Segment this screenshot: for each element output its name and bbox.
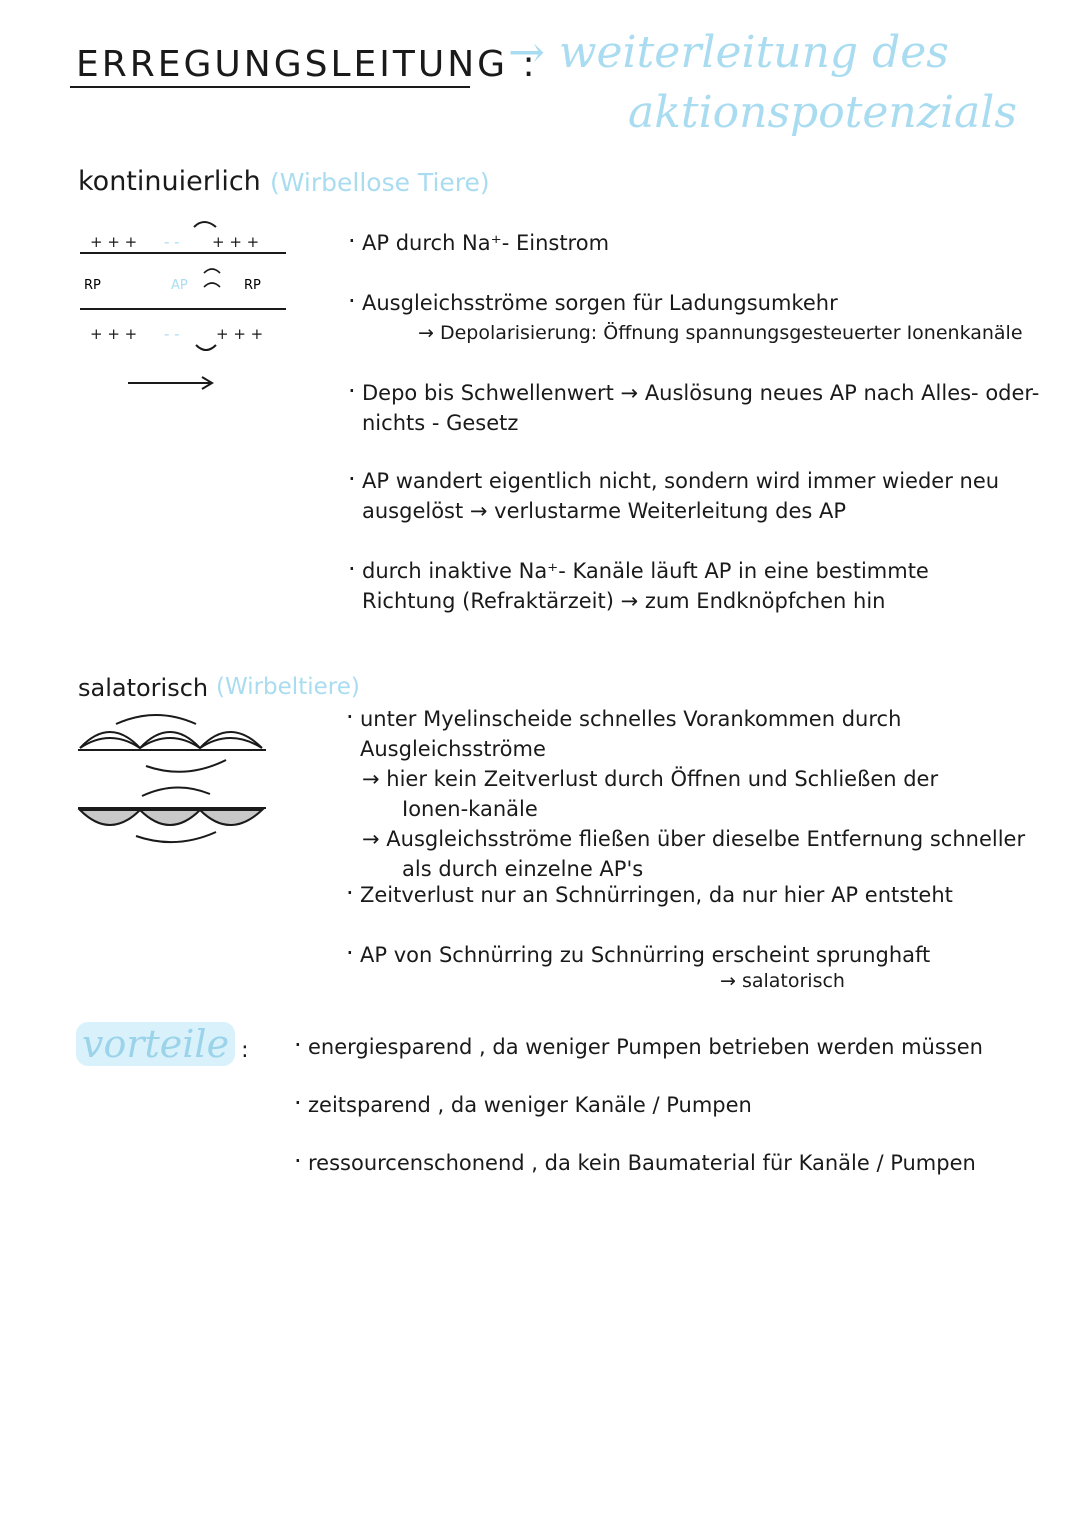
saltatory-conduction-diagram [76, 710, 276, 850]
kont-bullet-5: · durch inaktive Na⁺- Kanäle läuft AP in eine bestimmte Richtung (Refraktärzeit) → zum Endknöpfchen hin [362, 556, 929, 616]
jump-arrow-top-lower [146, 760, 226, 772]
subtitle-line-1: → weiterleitung des [508, 27, 949, 78]
charge-plus: + + + [90, 233, 138, 251]
charge-minus-ap: - - [164, 233, 180, 251]
charge-minus-ap: - - [164, 325, 180, 343]
current-arrow-top [194, 222, 216, 227]
label-ap: AP [171, 278, 188, 293]
section-heading-kontinuierlich: kontinuierlich [78, 166, 261, 197]
section-note-kontinuierlich: (Wirbellose Tiere) [270, 168, 490, 197]
subtitle-line-2: aktionspotenzials [628, 87, 1017, 138]
sal-bullet-3: · AP von Schnürring zu Schnürring erscheint sprunghaft → salatorisch [360, 940, 930, 992]
jump-arrow-top [116, 715, 196, 724]
vorteile-heading: vorteile : [76, 1022, 249, 1066]
section-note-salatorisch: (Wirbeltiere) [216, 674, 360, 700]
sal-bullet-1: · unter Myelinscheide schnelles Vorankommen durch Ausgleichsströme → hier kein Zeitverlust durch Öffnen und Schließen der Ionen-kanäle → Ausgleichsströme fließen über dieselbe Entfernung schneller als durch einzelne AP's [360, 704, 1080, 884]
charge-plus: + + + [216, 325, 264, 343]
label-rp-left: RP [84, 278, 101, 293]
myelin-fill-bottom [80, 810, 262, 825]
kont-bullet-4: · AP wandert eigentlich nicht, sondern wird immer wieder neu ausgelöst → verlustarme Weiterleitung des AP [362, 466, 999, 526]
myelin-outline-top [80, 732, 262, 748]
current-arrow-bottom [196, 345, 216, 350]
sal-bullet-2: · Zeitverlust nur an Schnürringen, da nur hier AP entsteht [360, 880, 953, 910]
page-title: ERREGUNGSLEITUNG : [76, 44, 538, 85]
title-underline [70, 86, 470, 88]
kont-bullet-1: · AP durch Na⁺- Einstrom [362, 228, 609, 258]
label-rp-right: RP [244, 278, 261, 293]
vorteil-item-1: · energiesparend , da weniger Pumpen betrieben werden müssen [308, 1032, 983, 1062]
vorteil-item-2: · zeitsparend , da weniger Kanäle / Pumpen [308, 1090, 752, 1120]
myelin-inner-top [80, 738, 262, 748]
vorteil-item-3: · ressourcenschonend , da kein Baumaterial für Kanäle / Pumpen [308, 1148, 976, 1178]
charge-plus: + + + [212, 233, 260, 251]
kont-bullet-3: · Depo bis Schwellenwert → Auslösung neues AP nach Alles- oder- nichts - Gesetz [362, 378, 1039, 438]
jump-arrow-bottom-top [142, 787, 210, 796]
kont-bullet-2: · Ausgleichsströme sorgen für Ladungsumkehr → Depolarisierung: Öffnung spannungsgesteuerter Ionenkanäle [362, 288, 1023, 348]
current-arrows-inner [204, 269, 220, 287]
jump-arrow-bottom [136, 832, 216, 842]
charge-plus: + + + [90, 325, 138, 343]
continuous-conduction-diagram [76, 215, 296, 395]
section-heading-salatorisch: salatorisch [78, 674, 209, 702]
